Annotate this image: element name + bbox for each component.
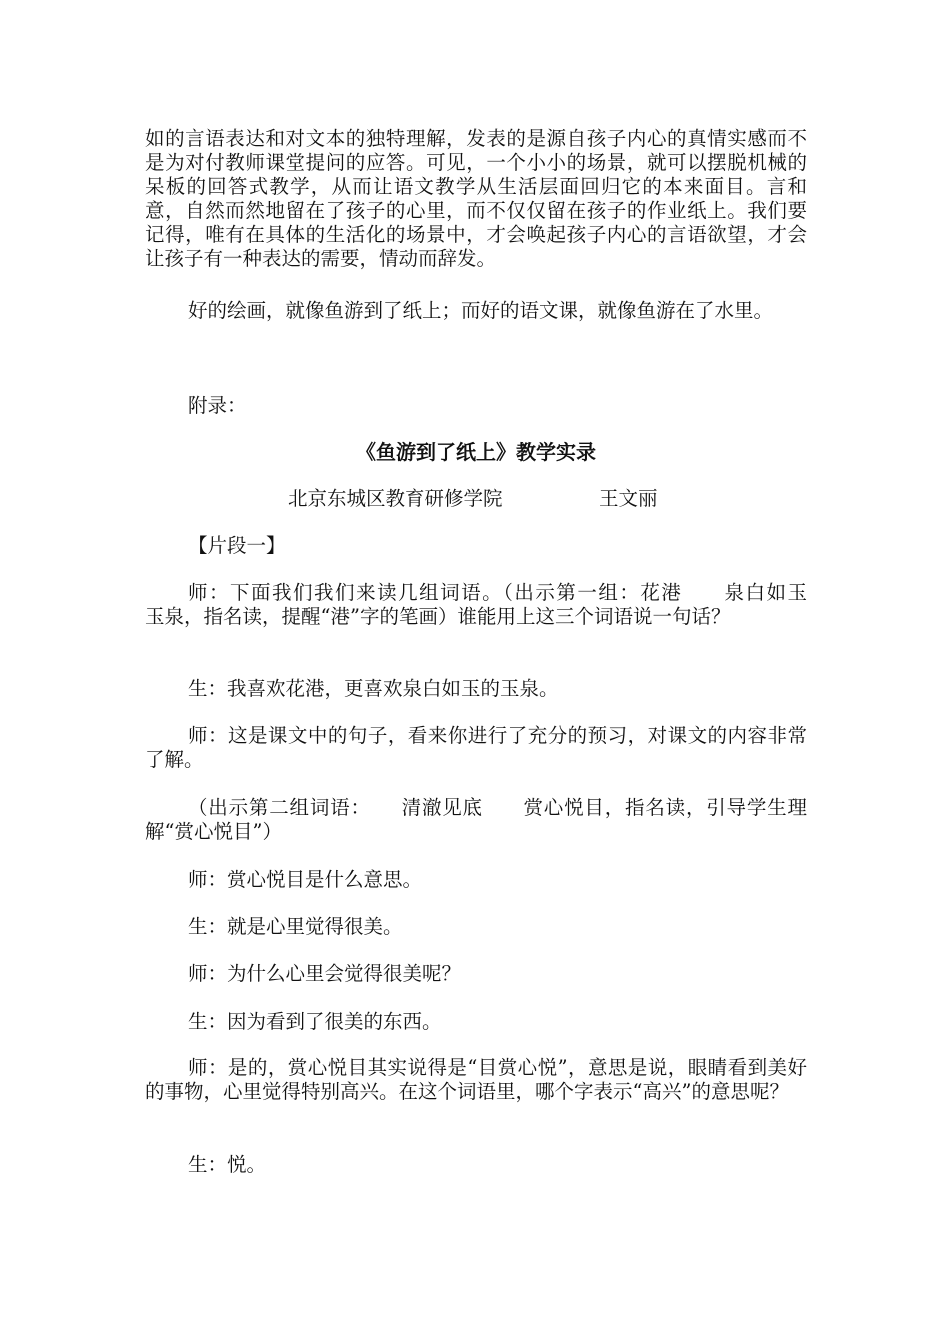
author-name: 王文丽 <box>599 487 658 510</box>
dialogue-line: 师：这是课文中的句子，看来你进行了充分的预习，对课文的内容非常了解。 <box>145 724 807 771</box>
dialogue-line: 师：是的，赏心悦目其实说得是“目赏心悦”，意思是说，眼睛看到美好的事物，心里觉得特别高兴。在这个词语里，哪个字表示“高兴”的意思呢？ <box>145 1056 807 1103</box>
author-institution: 北京东城区教育研修学院 <box>288 487 503 510</box>
stage-direction: （出示第二组词语： 清澈见底 赏心悦目，指名读，引导学生理解“赏心悦目”） <box>145 796 807 843</box>
paragraph-conclusion: 如的言语表达和对文本的独特理解，发表的是源自孩子内心的真情实感而不是为对付教师课堂提问的应答。可见，一个小小的场景，就可以摆脱机械的呆板的回答式教学，从而让语文教学从生活层面回归它的本来面目。言和意，自然而然地留在了孩子的心里，而不仅仅留在孩子的作业纸上。我们要记得，唯有在具体的生活化的场景中，才会唤起孩子内心的言语欲望，才会让孩子有一种表达的需要，情动而辞发。 <box>145 127 807 270</box>
dialogue-line: 师：为什么心里会觉得很美呢？ <box>188 962 462 985</box>
dialogue-line: 生：因为看到了很美的东西。 <box>188 1010 442 1033</box>
paragraph-metaphor: 好的绘画，就像鱼游到了纸上；而好的语文课，就像鱼游在了水里。 <box>188 299 774 322</box>
document-title: 《鱼游到了纸上》教学实录 <box>356 440 596 464</box>
dialogue-line: 师：赏心悦目是什么意思。 <box>188 868 423 891</box>
dialogue-line: 师：下面我们我们来读几组词语。（出示第一组：花港 泉白如玉 玉泉，指名读，提醒“港”字的笔画）谁能用上这三个词语说一句话？ <box>145 581 847 628</box>
section-heading: 【片段一】 <box>188 534 286 557</box>
dialogue-line: 生：就是心里觉得很美。 <box>188 915 403 938</box>
dialogue-line: 生：我喜欢花港，更喜欢泉白如玉的玉泉。 <box>188 677 559 700</box>
appendix-label: 附录： <box>188 394 247 417</box>
dialogue-line: 生：悦。 <box>188 1153 267 1176</box>
